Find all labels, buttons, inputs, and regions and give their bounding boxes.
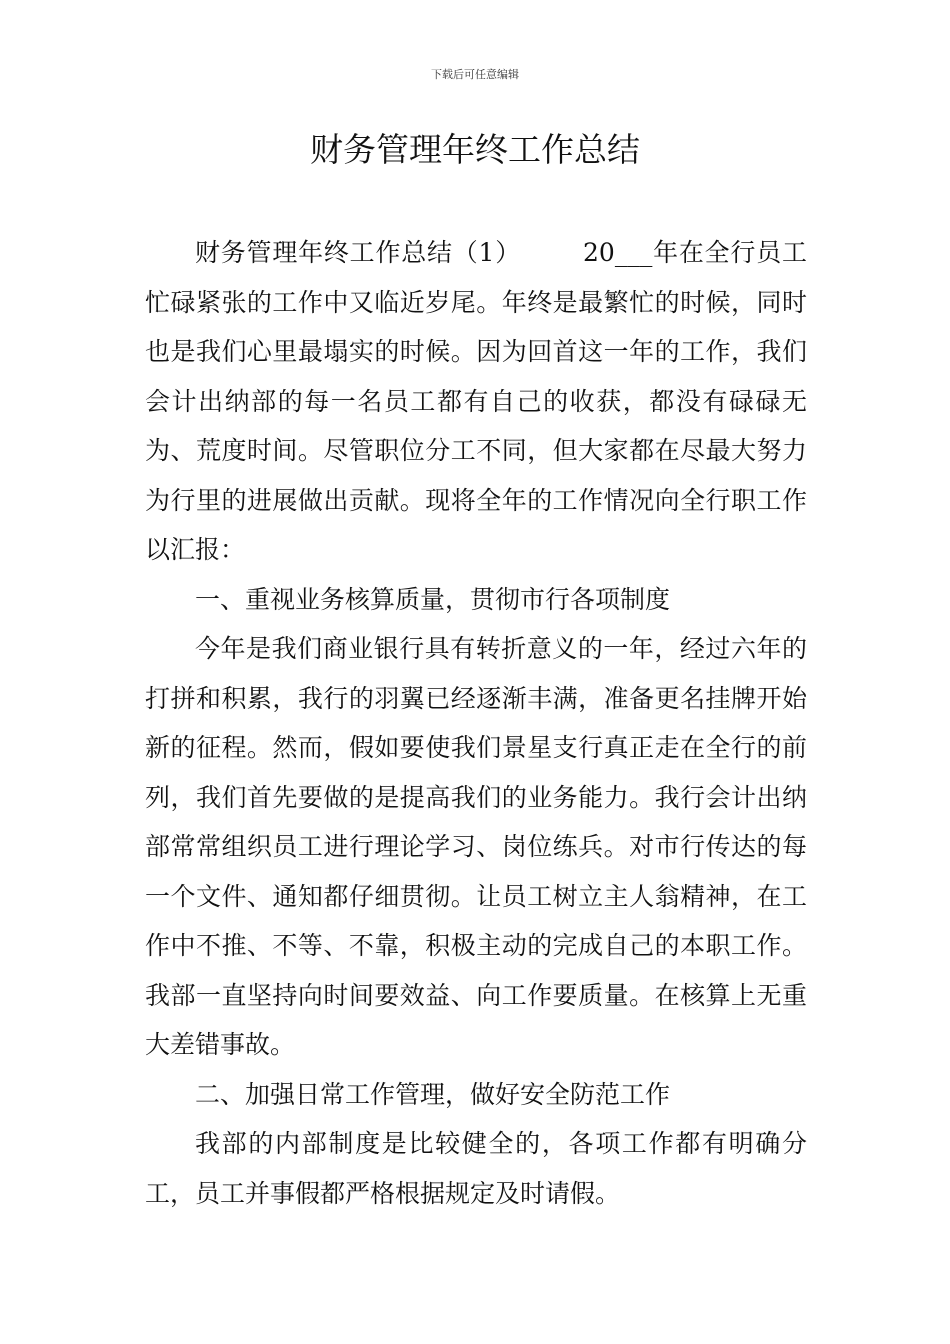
intro-label: 财务管理年终工作总结（1） (195, 238, 522, 267)
section-2-heading: 二、加强日常工作管理，做好安全防范工作 (195, 1079, 671, 1109)
document-body (145, 228, 807, 1218)
intro-text: 20___年在全行员工忙碌紧张的工作中又临近岁尾。年终是最繁忙的时候，同时也是我们心里最塌实的时候。因为回首这一年的工作，我们会计出纳部的每一名员工都有自己的收获，都没有碌碌无为、荒度时间。尽管职位分工不同，但大家都在尽最大努力为行里的进展做出贡献。现将全年的工作情况向全行职工作以汇报： (145, 238, 807, 564)
section-2-paragraph: 我部的内部制度是比较健全的，各项工作都有明确分工，员工并事假都严格根据规定及时请假。 (145, 1129, 807, 1208)
section-1-heading: 一、重视业务核算质量，贯彻市行各项制度 (195, 584, 671, 614)
header-note: 下载后可任意编辑 (431, 68, 519, 81)
document-title: 财务管理年终工作总结 (310, 130, 640, 169)
section-1-paragraph: 今年是我们商业银行具有转折意义的一年，经过六年的打拼和积累，我行的羽翼已经逐渐丰满，准备更名挂牌开始新的征程。然而，假如要使我们景星支行真正走在全行的前列，我们首先要做的是提高我们的业务能力。我行会计出纳部常常组织员工进行理论学习、岗位练兵。对市行传达的每一个文件、通知都仔细贯彻。让员工树立主人翁精神，在工作中不推、不等、不靠，积极主动的完成自己的本职工作。我部一直坚持向时间要效益、向工作要质量。在核算上无重大差错事故。 (145, 634, 807, 1059)
intro-paragraph (145, 228, 807, 575)
